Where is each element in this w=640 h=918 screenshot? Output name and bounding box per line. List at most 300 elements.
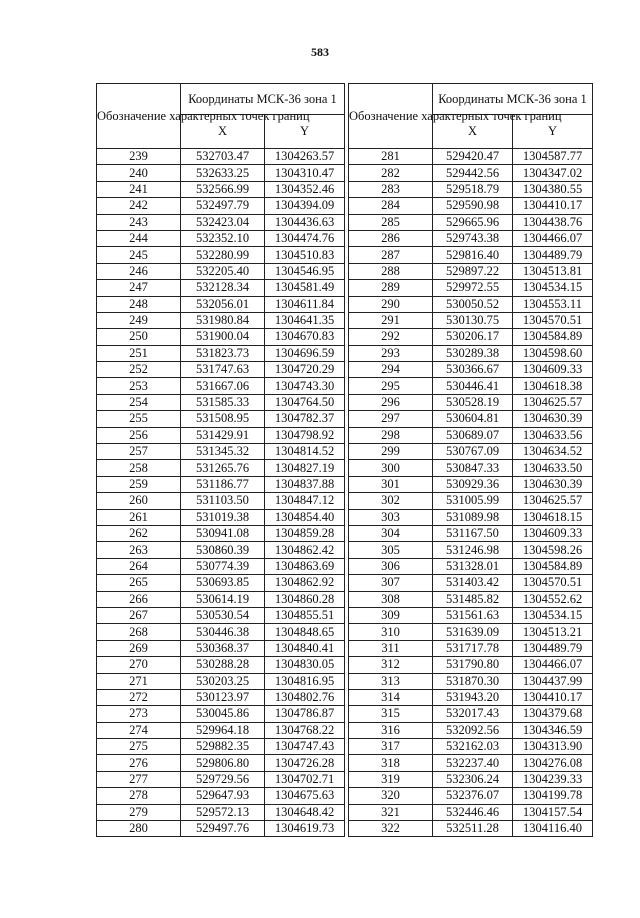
y-coordinate-cell: 1304474.76 xyxy=(265,230,345,246)
y-coordinate-cell: 1304313.90 xyxy=(513,739,593,755)
table-row xyxy=(97,542,345,558)
x-coordinate-cell: 530206.17 xyxy=(433,329,513,345)
x-coordinate-cell: 531561.63 xyxy=(433,607,513,623)
point-id-cell: 319 xyxy=(349,771,433,787)
x-coordinate-cell: 532352.10 xyxy=(181,230,265,246)
x-coordinate-cell: 531980.84 xyxy=(181,312,265,328)
point-id-cell: 294 xyxy=(349,362,433,378)
x-coordinate-cell: 530941.08 xyxy=(181,525,265,541)
y-coordinate-cell: 1304570.51 xyxy=(513,312,593,328)
x-coordinate-cell: 530368.37 xyxy=(181,640,265,656)
table-row xyxy=(349,689,593,705)
x-header: X xyxy=(433,115,513,149)
y-coordinate-cell: 1304609.33 xyxy=(513,362,593,378)
y-coordinate-cell: 1304619.73 xyxy=(265,821,345,837)
y-coordinate-cell: 1304633.56 xyxy=(513,427,593,443)
x-coordinate-cell: 529972.55 xyxy=(433,280,513,296)
y-coordinate-cell: 1304786.87 xyxy=(265,706,345,722)
point-id-cell: 286 xyxy=(349,230,433,246)
point-id-cell: 249 xyxy=(97,312,181,328)
table-row xyxy=(349,296,593,312)
point-id-cell: 291 xyxy=(349,312,433,328)
table-row xyxy=(97,657,345,673)
table-row xyxy=(349,345,593,361)
table-row xyxy=(97,329,345,345)
y-coordinate-cell: 1304199.78 xyxy=(513,788,593,804)
y-coordinate-cell: 1304634.52 xyxy=(513,444,593,460)
x-header: X xyxy=(181,115,265,149)
table-row xyxy=(97,362,345,378)
point-id-cell: 311 xyxy=(349,640,433,656)
point-id-cell: 312 xyxy=(349,657,433,673)
point-id-cell: 267 xyxy=(97,607,181,623)
point-id-cell: 314 xyxy=(349,689,433,705)
y-coordinate-cell: 1304587.77 xyxy=(513,149,593,165)
x-coordinate-cell: 531717.78 xyxy=(433,640,513,656)
x-coordinate-cell: 532566.99 xyxy=(181,181,265,197)
y-coordinate-cell: 1304239.33 xyxy=(513,771,593,787)
y-coordinate-cell: 1304641.35 xyxy=(265,312,345,328)
x-coordinate-cell: 531265.76 xyxy=(181,460,265,476)
table-row xyxy=(97,280,345,296)
table-row xyxy=(349,558,593,574)
y-coordinate-cell: 1304648.42 xyxy=(265,804,345,820)
table-row xyxy=(97,378,345,394)
x-coordinate-cell: 531508.95 xyxy=(181,411,265,427)
point-id-header: Обозначение характерных точек границ xyxy=(97,84,181,149)
y-coordinate-cell: 1304410.17 xyxy=(513,689,593,705)
x-coordinate-cell: 531790.80 xyxy=(433,657,513,673)
y-coordinate-cell: 1304816.95 xyxy=(265,673,345,689)
y-coordinate-cell: 1304489.79 xyxy=(513,247,593,263)
table-row xyxy=(97,247,345,263)
point-id-cell: 252 xyxy=(97,362,181,378)
x-coordinate-cell: 532306.24 xyxy=(433,771,513,787)
x-coordinate-cell: 532280.99 xyxy=(181,247,265,263)
point-id-cell: 263 xyxy=(97,542,181,558)
x-coordinate-cell: 529442.56 xyxy=(433,165,513,181)
y-coordinate-cell: 1304630.39 xyxy=(513,476,593,492)
x-coordinate-cell: 530614.19 xyxy=(181,591,265,607)
point-id-cell: 306 xyxy=(349,558,433,574)
x-coordinate-cell: 531900.04 xyxy=(181,329,265,345)
point-id-cell: 269 xyxy=(97,640,181,656)
x-coordinate-cell: 532092.56 xyxy=(433,722,513,738)
point-id-cell: 272 xyxy=(97,689,181,705)
table-row xyxy=(349,394,593,410)
y-coordinate-cell: 1304764.50 xyxy=(265,394,345,410)
point-id-cell: 313 xyxy=(349,673,433,689)
table-row xyxy=(349,427,593,443)
point-id-cell: 251 xyxy=(97,345,181,361)
y-coordinate-cell: 1304618.38 xyxy=(513,378,593,394)
table-row xyxy=(97,509,345,525)
x-coordinate-cell: 531823.73 xyxy=(181,345,265,361)
y-coordinate-cell: 1304625.57 xyxy=(513,493,593,509)
table-body-right xyxy=(349,149,593,837)
point-id-cell: 239 xyxy=(97,149,181,165)
table-row xyxy=(349,542,593,558)
point-id-cell: 301 xyxy=(349,476,433,492)
x-coordinate-cell: 530446.38 xyxy=(181,624,265,640)
table-row xyxy=(349,607,593,623)
y-coordinate-cell: 1304670.83 xyxy=(265,329,345,345)
table-row xyxy=(97,804,345,820)
x-coordinate-cell: 531485.82 xyxy=(433,591,513,607)
x-coordinate-cell: 530693.85 xyxy=(181,575,265,591)
x-coordinate-cell: 530289.38 xyxy=(433,345,513,361)
y-coordinate-cell: 1304696.59 xyxy=(265,345,345,361)
y-coordinate-cell: 1304489.79 xyxy=(513,640,593,656)
table-row xyxy=(349,378,593,394)
x-coordinate-cell: 529897.22 xyxy=(433,263,513,279)
table-row xyxy=(349,771,593,787)
table-row xyxy=(349,214,593,230)
x-coordinate-cell: 531186.77 xyxy=(181,476,265,492)
point-id-cell: 265 xyxy=(97,575,181,591)
point-id-cell: 318 xyxy=(349,755,433,771)
x-coordinate-cell: 531585.33 xyxy=(181,394,265,410)
y-header: Y xyxy=(513,115,593,149)
point-id-cell: 299 xyxy=(349,444,433,460)
y-coordinate-cell: 1304675.63 xyxy=(265,788,345,804)
y-coordinate-cell: 1304860.28 xyxy=(265,591,345,607)
point-id-cell: 256 xyxy=(97,427,181,443)
x-coordinate-cell: 532703.47 xyxy=(181,149,265,165)
table-row xyxy=(349,591,593,607)
table-row xyxy=(349,821,593,837)
point-id-cell: 271 xyxy=(97,673,181,689)
point-id-cell: 296 xyxy=(349,394,433,410)
y-coordinate-cell: 1304837.88 xyxy=(265,476,345,492)
table-row xyxy=(349,706,593,722)
x-coordinate-cell: 531019.38 xyxy=(181,509,265,525)
point-id-cell: 322 xyxy=(349,821,433,837)
x-coordinate-cell: 532017.43 xyxy=(433,706,513,722)
point-id-cell: 241 xyxy=(97,181,181,197)
y-coordinate-cell: 1304410.17 xyxy=(513,198,593,214)
x-coordinate-cell: 530528.19 xyxy=(433,394,513,410)
point-id-cell: 309 xyxy=(349,607,433,623)
x-coordinate-cell: 532511.28 xyxy=(433,821,513,837)
table-row xyxy=(97,214,345,230)
table-row xyxy=(97,444,345,460)
coord-system-header: Координаты МСК-36 зона 1 xyxy=(433,84,593,115)
point-id-cell: 268 xyxy=(97,624,181,640)
x-coordinate-cell: 532128.34 xyxy=(181,280,265,296)
y-coordinate-cell: 1304352.46 xyxy=(265,181,345,197)
point-id-cell: 247 xyxy=(97,280,181,296)
table-row xyxy=(97,181,345,197)
table-row xyxy=(349,640,593,656)
table-row xyxy=(349,476,593,492)
y-coordinate-cell: 1304859.28 xyxy=(265,525,345,541)
point-id-cell: 290 xyxy=(349,296,433,312)
x-coordinate-cell: 529806.80 xyxy=(181,755,265,771)
table-row xyxy=(97,460,345,476)
y-coordinate-cell: 1304848.65 xyxy=(265,624,345,640)
x-coordinate-cell: 532446.46 xyxy=(433,804,513,820)
y-coordinate-cell: 1304437.99 xyxy=(513,673,593,689)
x-coordinate-cell: 531103.50 xyxy=(181,493,265,509)
point-id-cell: 280 xyxy=(97,821,181,837)
point-id-cell: 302 xyxy=(349,493,433,509)
y-coordinate-cell: 1304814.52 xyxy=(265,444,345,460)
point-id-cell: 262 xyxy=(97,525,181,541)
table-row xyxy=(97,788,345,804)
table-row xyxy=(349,525,593,541)
y-coordinate-cell: 1304630.39 xyxy=(513,411,593,427)
table-row xyxy=(97,476,345,492)
x-coordinate-cell: 531667.06 xyxy=(181,378,265,394)
point-id-cell: 244 xyxy=(97,230,181,246)
y-coordinate-cell: 1304633.50 xyxy=(513,460,593,476)
table-row xyxy=(97,575,345,591)
point-id-cell: 305 xyxy=(349,542,433,558)
point-id-cell: 279 xyxy=(97,804,181,820)
y-coordinate-cell: 1304854.40 xyxy=(265,509,345,525)
x-coordinate-cell: 529729.56 xyxy=(181,771,265,787)
point-id-cell: 276 xyxy=(97,755,181,771)
point-id-cell: 248 xyxy=(97,296,181,312)
x-coordinate-cell: 532237.40 xyxy=(433,755,513,771)
coordinates-table-left xyxy=(96,83,345,837)
table-row xyxy=(97,640,345,656)
x-coordinate-cell: 529497.76 xyxy=(181,821,265,837)
table-row xyxy=(97,263,345,279)
point-id-cell: 283 xyxy=(349,181,433,197)
point-id-cell: 253 xyxy=(97,378,181,394)
x-coordinate-cell: 531870.30 xyxy=(433,673,513,689)
y-coordinate-cell: 1304830.05 xyxy=(265,657,345,673)
table-row xyxy=(349,509,593,525)
y-coordinate-cell: 1304436.63 xyxy=(265,214,345,230)
point-id-header: Обозначение характерных точек границ xyxy=(349,84,433,149)
table-row xyxy=(97,591,345,607)
point-id-cell: 255 xyxy=(97,411,181,427)
y-coordinate-cell: 1304862.42 xyxy=(265,542,345,558)
y-coordinate-cell: 1304618.15 xyxy=(513,509,593,525)
table-row xyxy=(349,657,593,673)
point-id-cell: 261 xyxy=(97,509,181,525)
point-id-cell: 310 xyxy=(349,624,433,640)
coord-system-header: Координаты МСК-36 зона 1 xyxy=(181,84,345,115)
point-id-cell: 277 xyxy=(97,771,181,787)
x-coordinate-cell: 531328.01 xyxy=(433,558,513,574)
point-id-cell: 300 xyxy=(349,460,433,476)
y-coordinate-cell: 1304584.89 xyxy=(513,558,593,574)
table-row xyxy=(349,198,593,214)
table-row xyxy=(349,362,593,378)
table-row xyxy=(97,722,345,738)
x-coordinate-cell: 530847.33 xyxy=(433,460,513,476)
x-coordinate-cell: 530050.52 xyxy=(433,296,513,312)
x-coordinate-cell: 529518.79 xyxy=(433,181,513,197)
x-coordinate-cell: 531943.20 xyxy=(433,689,513,705)
point-id-cell: 293 xyxy=(349,345,433,361)
point-id-cell: 282 xyxy=(349,165,433,181)
y-coordinate-cell: 1304570.51 xyxy=(513,575,593,591)
point-id-cell: 320 xyxy=(349,788,433,804)
point-id-cell: 260 xyxy=(97,493,181,509)
table-row xyxy=(97,165,345,181)
table-row xyxy=(349,247,593,263)
y-coordinate-cell: 1304581.49 xyxy=(265,280,345,296)
table-row xyxy=(97,739,345,755)
x-coordinate-cell: 529816.40 xyxy=(433,247,513,263)
point-id-cell: 321 xyxy=(349,804,433,820)
point-id-cell: 287 xyxy=(349,247,433,263)
table-row xyxy=(349,312,593,328)
y-coordinate-cell: 1304584.89 xyxy=(513,329,593,345)
x-coordinate-cell: 530774.39 xyxy=(181,558,265,574)
table-row xyxy=(97,624,345,640)
x-coordinate-cell: 531246.98 xyxy=(433,542,513,558)
table-row xyxy=(97,673,345,689)
table-row xyxy=(97,427,345,443)
point-id-cell: 242 xyxy=(97,198,181,214)
y-coordinate-cell: 1304598.26 xyxy=(513,542,593,558)
y-coordinate-cell: 1304346.59 xyxy=(513,722,593,738)
point-id-cell: 278 xyxy=(97,788,181,804)
table-row xyxy=(97,345,345,361)
table-row xyxy=(97,198,345,214)
x-coordinate-cell: 530366.67 xyxy=(433,362,513,378)
table-row xyxy=(97,755,345,771)
y-coordinate-cell: 1304782.37 xyxy=(265,411,345,427)
x-coordinate-cell: 530689.07 xyxy=(433,427,513,443)
table-row xyxy=(349,624,593,640)
y-coordinate-cell: 1304611.84 xyxy=(265,296,345,312)
x-coordinate-cell: 531167.50 xyxy=(433,525,513,541)
point-id-cell: 295 xyxy=(349,378,433,394)
x-coordinate-cell: 530130.75 xyxy=(433,312,513,328)
point-id-cell: 307 xyxy=(349,575,433,591)
point-id-cell: 289 xyxy=(349,280,433,296)
x-coordinate-cell: 531345.32 xyxy=(181,444,265,460)
x-coordinate-cell: 532162.03 xyxy=(433,739,513,755)
point-id-cell: 297 xyxy=(349,411,433,427)
y-coordinate-cell: 1304510.83 xyxy=(265,247,345,263)
table-row xyxy=(97,230,345,246)
x-coordinate-cell: 529882.35 xyxy=(181,739,265,755)
table-row xyxy=(349,804,593,820)
x-coordinate-cell: 530530.54 xyxy=(181,607,265,623)
x-coordinate-cell: 529665.96 xyxy=(433,214,513,230)
y-coordinate-cell: 1304276.08 xyxy=(513,755,593,771)
y-coordinate-cell: 1304798.92 xyxy=(265,427,345,443)
y-coordinate-cell: 1304855.51 xyxy=(265,607,345,623)
y-coordinate-cell: 1304553.11 xyxy=(513,296,593,312)
y-coordinate-cell: 1304726.28 xyxy=(265,755,345,771)
x-coordinate-cell: 529647.93 xyxy=(181,788,265,804)
y-coordinate-cell: 1304380.55 xyxy=(513,181,593,197)
point-id-cell: 315 xyxy=(349,706,433,722)
x-coordinate-cell: 531403.42 xyxy=(433,575,513,591)
point-id-cell: 292 xyxy=(349,329,433,345)
x-coordinate-cell: 529572.13 xyxy=(181,804,265,820)
coordinates-table-right xyxy=(348,83,593,837)
y-coordinate-cell: 1304625.57 xyxy=(513,394,593,410)
x-coordinate-cell: 532376.07 xyxy=(433,788,513,804)
table-row xyxy=(97,296,345,312)
table-row xyxy=(349,460,593,476)
point-id-cell: 245 xyxy=(97,247,181,263)
point-id-cell: 274 xyxy=(97,722,181,738)
point-id-cell: 281 xyxy=(349,149,433,165)
y-coordinate-cell: 1304598.60 xyxy=(513,345,593,361)
table-row xyxy=(349,493,593,509)
table-row xyxy=(97,149,345,165)
table-row xyxy=(97,821,345,837)
y-coordinate-cell: 1304310.47 xyxy=(265,165,345,181)
y-coordinate-cell: 1304466.07 xyxy=(513,657,593,673)
coordinates-tables xyxy=(96,83,592,836)
table-row xyxy=(349,755,593,771)
y-coordinate-cell: 1304263.57 xyxy=(265,149,345,165)
x-coordinate-cell: 532205.40 xyxy=(181,263,265,279)
point-id-cell: 298 xyxy=(349,427,433,443)
x-coordinate-cell: 529964.18 xyxy=(181,722,265,738)
point-id-cell: 246 xyxy=(97,263,181,279)
x-coordinate-cell: 530929.36 xyxy=(433,476,513,492)
table-row xyxy=(349,722,593,738)
y-coordinate-cell: 1304862.92 xyxy=(265,575,345,591)
point-id-cell: 259 xyxy=(97,476,181,492)
table-row xyxy=(97,312,345,328)
x-coordinate-cell: 529590.98 xyxy=(433,198,513,214)
table-row xyxy=(97,771,345,787)
x-coordinate-cell: 530288.28 xyxy=(181,657,265,673)
x-coordinate-cell: 532423.04 xyxy=(181,214,265,230)
x-coordinate-cell: 530123.97 xyxy=(181,689,265,705)
y-header: Y xyxy=(265,115,345,149)
x-coordinate-cell: 529743.38 xyxy=(433,230,513,246)
point-id-cell: 270 xyxy=(97,657,181,673)
table-row xyxy=(349,280,593,296)
table-row xyxy=(97,411,345,427)
y-coordinate-cell: 1304379.68 xyxy=(513,706,593,722)
y-coordinate-cell: 1304513.81 xyxy=(513,263,593,279)
table-row xyxy=(97,706,345,722)
y-coordinate-cell: 1304534.15 xyxy=(513,280,593,296)
table-row xyxy=(349,788,593,804)
y-coordinate-cell: 1304802.76 xyxy=(265,689,345,705)
point-id-cell: 275 xyxy=(97,739,181,755)
point-id-cell: 308 xyxy=(349,591,433,607)
point-id-cell: 304 xyxy=(349,525,433,541)
x-coordinate-cell: 530860.39 xyxy=(181,542,265,558)
x-coordinate-cell: 530446.41 xyxy=(433,378,513,394)
table-row xyxy=(97,493,345,509)
x-coordinate-cell: 531005.99 xyxy=(433,493,513,509)
page-number: 583 xyxy=(311,45,329,59)
y-coordinate-cell: 1304546.95 xyxy=(265,263,345,279)
y-coordinate-cell: 1304116.40 xyxy=(513,821,593,837)
x-coordinate-cell: 532056.01 xyxy=(181,296,265,312)
y-coordinate-cell: 1304466.07 xyxy=(513,230,593,246)
table-row xyxy=(349,181,593,197)
table-row xyxy=(97,689,345,705)
x-coordinate-cell: 531639.09 xyxy=(433,624,513,640)
table-row xyxy=(349,165,593,181)
y-coordinate-cell: 1304747.43 xyxy=(265,739,345,755)
table-row xyxy=(349,673,593,689)
x-coordinate-cell: 530203.25 xyxy=(181,673,265,689)
x-coordinate-cell: 531747.63 xyxy=(181,362,265,378)
y-coordinate-cell: 1304720.29 xyxy=(265,362,345,378)
y-coordinate-cell: 1304847.12 xyxy=(265,493,345,509)
